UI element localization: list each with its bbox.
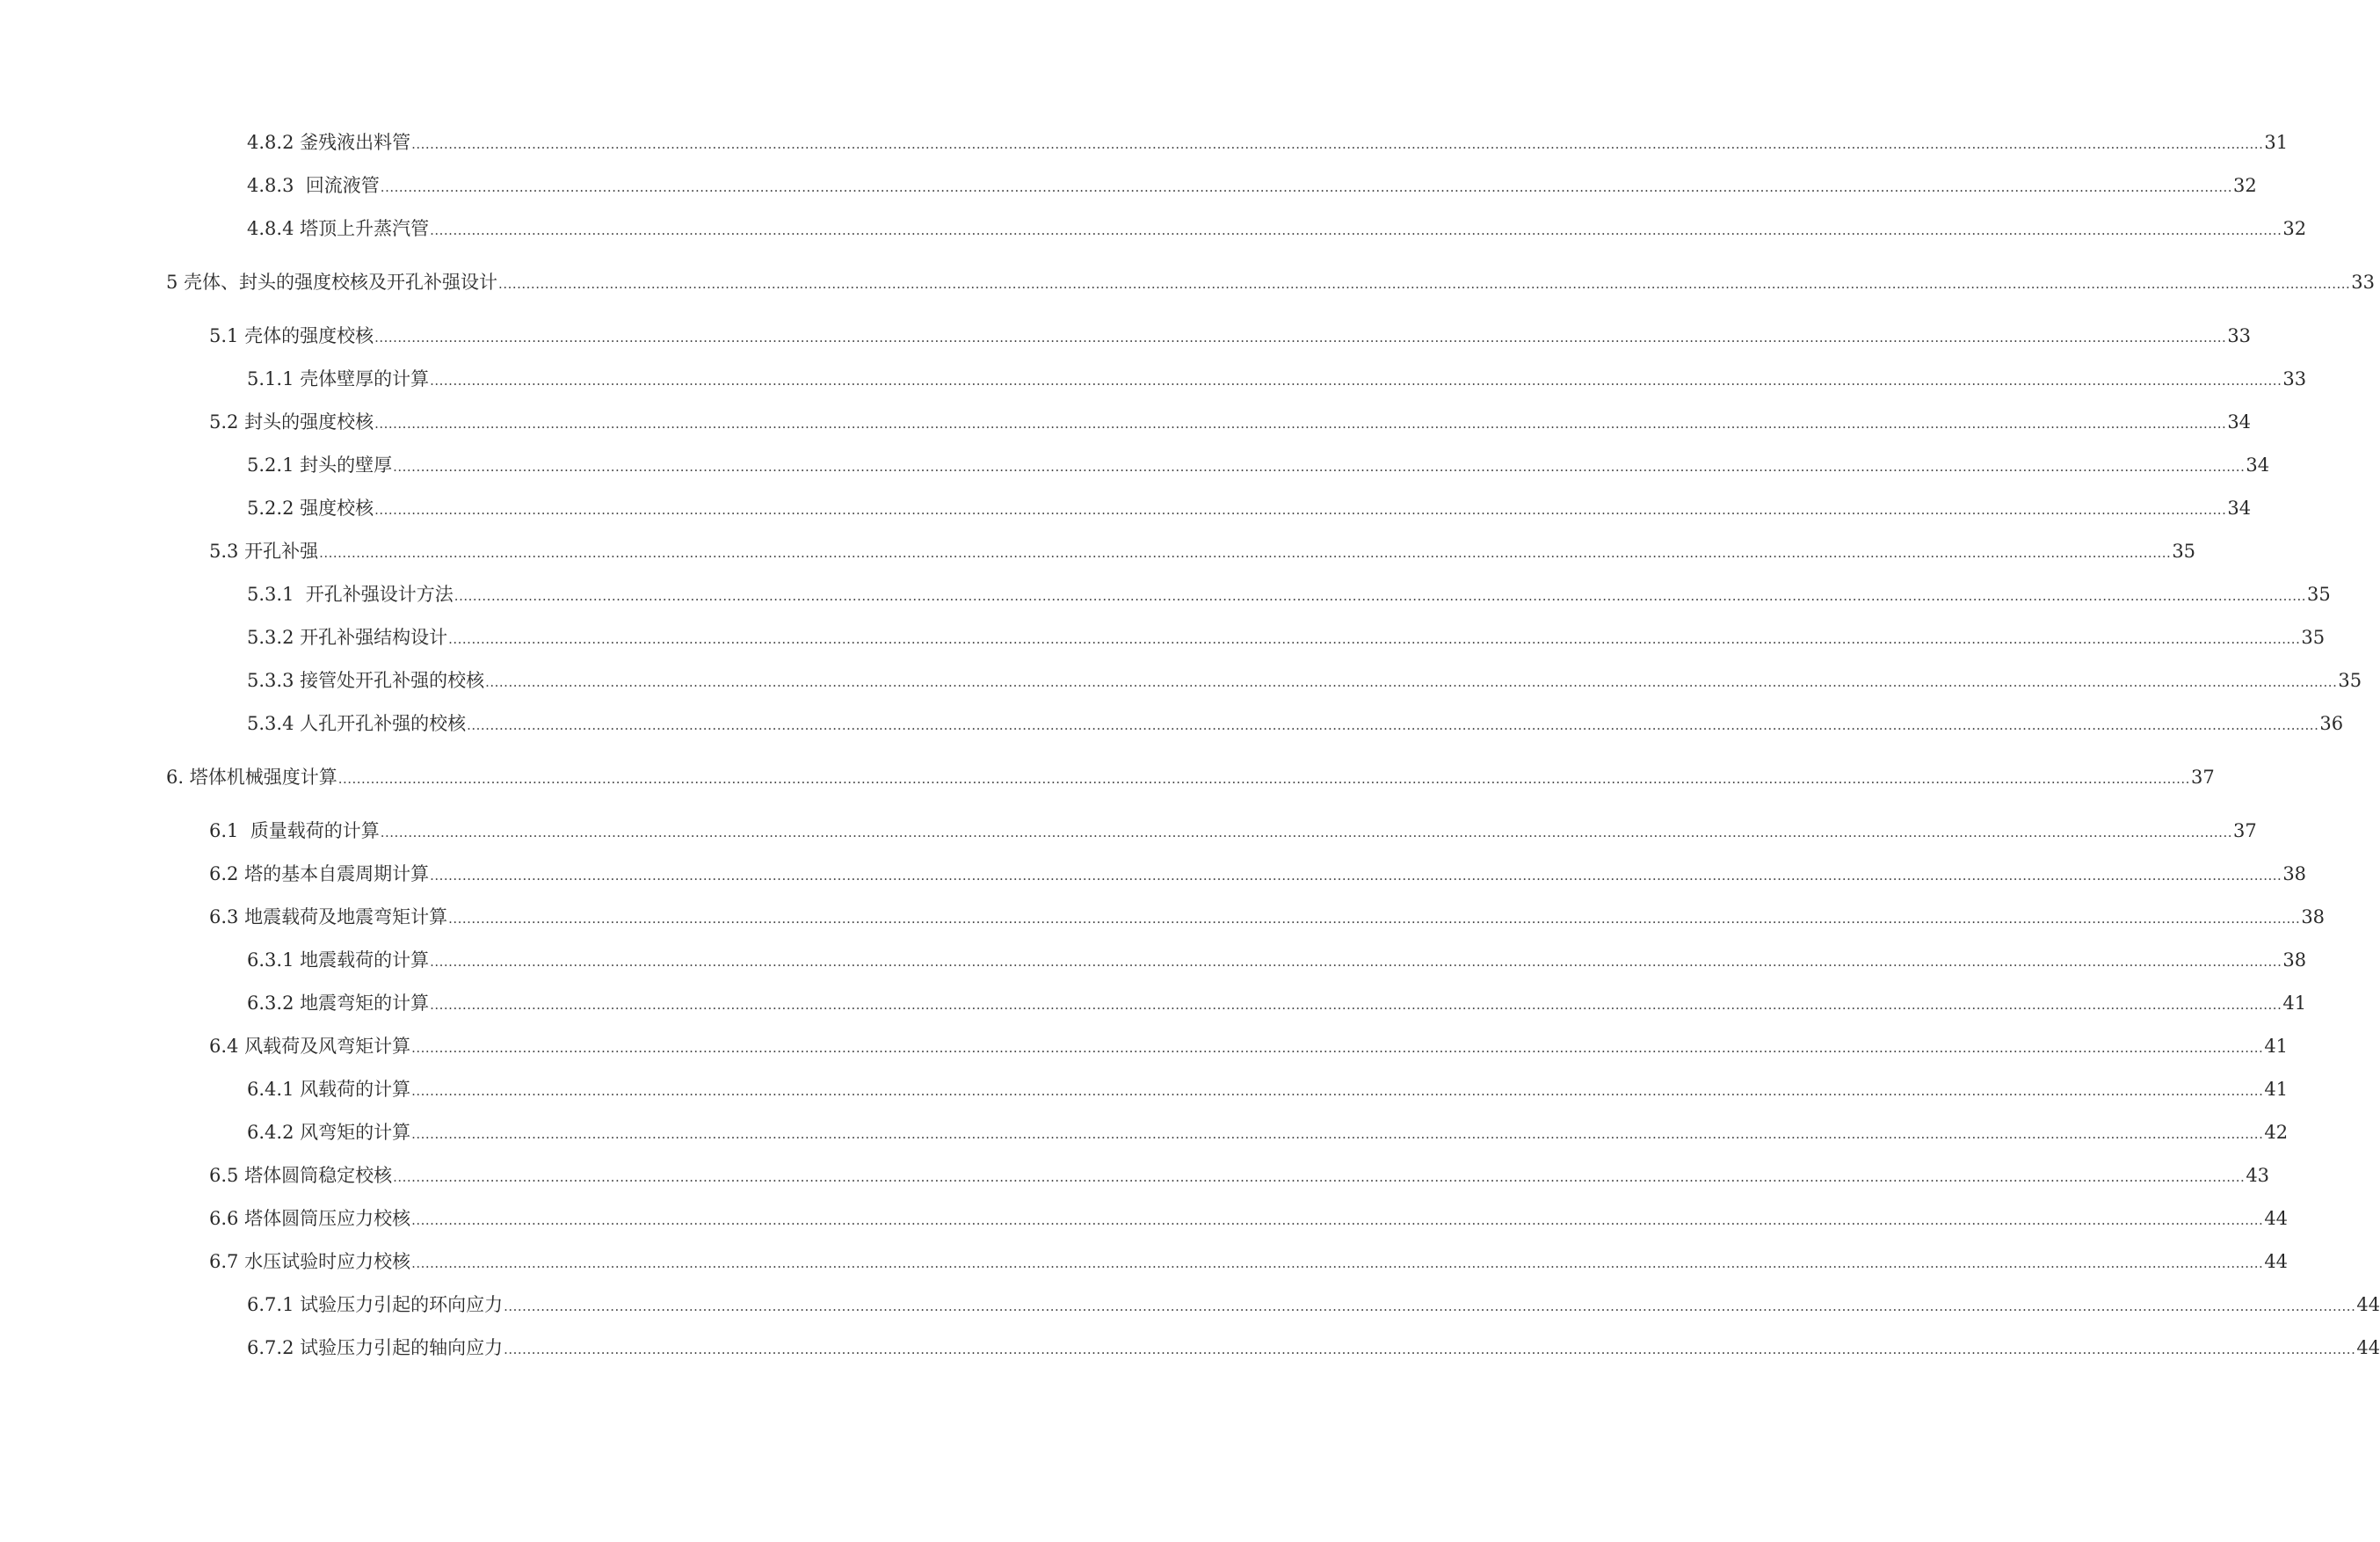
toc-entry[interactable] [247,1076,2289,1102]
toc-page-number: 35 [2172,541,2196,562]
toc-dot-leader: ................................................................................................................................................................................................................................................................................................................................................................................................................ [337,771,2190,787]
toc-dot-leader: ................................................................................................................................................................................................................................................................................................................................................................................................................ [504,1298,2356,1314]
toc-entry-title: 6.3 地震载荷及地震弯矩计算 [209,906,448,927]
toc-entry-title: 6.4.2 风弯矩的计算 [247,1122,411,1143]
toc-dot-leader: ................................................................................................................................................................................................................................................................................................................................................................................................................ [411,1212,2264,1228]
toc-dot-leader: ................................................................................................................................................................................................................................................................................................................................................................................................................ [467,717,2319,733]
toc-entry[interactable] [247,1335,2380,1361]
toc-entry[interactable] [166,269,2376,295]
toc-page-number: 38 [2301,906,2326,927]
toc-dot-leader: ................................................................................................................................................................................................................................................................................................................................................................................................................ [411,1126,2264,1142]
toc-dot-leader: ................................................................................................................................................................................................................................................................................................................................................................................................................ [504,1342,2356,1357]
toc-page-number: 44 [2264,1251,2289,1272]
toc-page-number: 44 [2264,1208,2289,1229]
toc-entry[interactable] [247,452,2270,478]
toc-entry[interactable] [209,818,2257,844]
toc-entry[interactable] [209,538,2196,564]
toc-dot-leader: ................................................................................................................................................................................................................................................................................................................................................................................................................ [448,911,2301,927]
toc-entry[interactable] [247,990,2307,1016]
toc-page-number: 31 [2264,132,2289,153]
toc-entry[interactable] [247,495,2252,521]
toc-entry-title: 5.1.1 壳体壁厚的计算 [247,368,430,389]
toc-entry-title: 5 壳体、封头的强度校核及开孔补强设计 [166,272,498,293]
toc-entry-title: 5.3.1 开孔补强设计方法 [247,584,454,605]
toc-entry-title: 5.3.2 开孔补强结构设计 [247,627,448,648]
toc-page-number: 35 [2307,584,2331,605]
toc-page-number: 33 [2227,325,2252,346]
toc-page-number: 44 [2356,1294,2380,1315]
toc-dot-leader: ................................................................................................................................................................................................................................................................................................................................................................................................................ [374,502,2227,518]
toc-entry[interactable] [247,215,2307,242]
toc-entry-title: 5.3.4 人孔开孔补强的校核 [247,713,467,734]
toc-page-number: 34 [2227,498,2252,519]
toc-entry-title: 6.4.1 风载荷的计算 [247,1079,411,1100]
toc-dot-leader: ................................................................................................................................................................................................................................................................................................................................................................................................................ [430,222,2282,238]
toc-entry-title: 6.1 质量载荷的计算 [209,820,380,841]
toc-entry-title: 6.7.2 试验压力引起的轴向应力 [247,1337,504,1358]
toc-entry[interactable] [209,904,2326,930]
toc-dot-leader: ................................................................................................................................................................................................................................................................................................................................................................................................................ [380,179,2233,195]
toc-entry-title: 4.8.2 釜残液出料管 [247,132,411,153]
toc-entry-title: 5.3.3 接管处开孔补强的校核 [247,670,485,691]
toc-entry[interactable] [166,764,2215,790]
toc-entry[interactable] [247,366,2307,392]
toc-entry-title: 6.3.1 地震载荷的计算 [247,949,430,971]
toc-page-number: 33 [2282,368,2307,389]
toc-entry-title: 6.7.1 试验压力引起的环向应力 [247,1294,504,1315]
toc-entry-title: 6.3.2 地震弯矩的计算 [247,993,430,1014]
toc-entry[interactable] [247,710,2344,737]
toc-page-number: 32 [2233,175,2257,196]
toc-page-number: 43 [2246,1165,2270,1186]
toc-entry-title: 4.8.4 塔顶上升蒸汽管 [247,218,430,239]
toc-dot-leader: ................................................................................................................................................................................................................................................................................................................................................................................................................ [454,588,2307,604]
toc-entry-title: 5.2.1 封头的壁厚 [247,455,393,476]
toc-dot-leader: ................................................................................................................................................................................................................................................................................................................................................................................................................ [393,1169,2246,1185]
toc-dot-leader: ................................................................................................................................................................................................................................................................................................................................................................................................................ [430,373,2282,389]
toc-entry[interactable] [247,624,2326,651]
toc-dot-leader: ................................................................................................................................................................................................................................................................................................................................................................................................................ [430,997,2282,1013]
toc-dot-leader: ................................................................................................................................................................................................................................................................................................................................................................................................................ [319,545,2172,561]
toc-page-number: 37 [2232,820,2257,841]
toc-entry[interactable] [209,1033,2289,1059]
toc-page-number: 42 [2264,1122,2289,1143]
toc-entry-title: 6.4 风载荷及风弯矩计算 [209,1036,411,1057]
toc-dot-leader: ................................................................................................................................................................................................................................................................................................................................................................................................................ [411,1040,2264,1056]
toc-page-number: 41 [2264,1036,2289,1057]
toc-page-number: 34 [2227,411,2252,433]
toc-entry[interactable] [209,861,2307,887]
toc-entry-title: 6.5 塔体圆筒稳定校核 [209,1165,393,1186]
toc-page-number: 44 [2356,1337,2380,1358]
toc-entry[interactable] [209,1162,2270,1189]
toc-page-number: 35 [2338,670,2362,691]
toc-dot-leader: ................................................................................................................................................................................................................................................................................................................................................................................................................ [485,674,2338,690]
toc-dot-leader: ................................................................................................................................................................................................................................................................................................................................................................................................................ [374,416,2227,432]
toc-page-number: 36 [2319,713,2344,734]
toc-entry[interactable] [209,323,2252,349]
toc-entry[interactable] [209,1205,2289,1232]
toc-entry-title: 5.1 壳体的强度校核 [209,325,374,346]
toc-page-number: 33 [2351,272,2376,293]
toc-entry[interactable] [247,667,2362,694]
toc-page-number: 41 [2282,993,2307,1014]
toc-entry[interactable] [247,172,2257,199]
toc-dot-leader: ................................................................................................................................................................................................................................................................................................................................................................................................................ [380,825,2232,840]
toc-entry[interactable] [247,129,2289,156]
toc-dot-leader: ................................................................................................................................................................................................................................................................................................................................................................................................................ [411,1255,2264,1271]
toc-page-number: 41 [2264,1079,2289,1100]
toc-entry-title: 6.6 塔体圆筒压应力校核 [209,1208,411,1229]
toc-entry-title: 4.8.3 回流液管 [247,175,380,196]
toc-entry[interactable] [247,947,2307,973]
toc-entry-title: 6.2 塔的基本自震周期计算 [209,863,430,884]
toc-dot-leader: ................................................................................................................................................................................................................................................................................................................................................................................................................ [430,954,2282,970]
toc-page-number: 32 [2282,218,2307,239]
toc-entry[interactable] [209,409,2252,435]
toc-entry[interactable] [247,1119,2289,1146]
toc-dot-leader: ................................................................................................................................................................................................................................................................................................................................................................................................................ [430,868,2282,884]
toc-entry-title: 6.7 水压试验时应力校核 [209,1251,411,1272]
toc-page-number: 38 [2282,949,2307,971]
toc-entry[interactable] [209,1248,2289,1275]
toc-page-number: 38 [2282,863,2307,884]
toc-entry-title: 5.2.2 强度校核 [247,498,374,519]
toc-dot-leader: ................................................................................................................................................................................................................................................................................................................................................................................................................ [374,330,2227,345]
toc-dot-leader: ................................................................................................................................................................................................................................................................................................................................................................................................................ [448,631,2301,647]
toc-entry-title: 6. 塔体机械强度计算 [166,767,337,788]
toc-page-number: 37 [2190,767,2215,788]
toc-page-number: 35 [2301,627,2326,648]
toc-page-number: 34 [2246,455,2270,476]
toc-dot-leader: ................................................................................................................................................................................................................................................................................................................................................................................................................ [498,276,2351,292]
toc-entry-title: 5.2 封头的强度校核 [209,411,374,433]
toc-entry-title: 5.3 开孔补强 [209,541,319,562]
toc-dot-leader: ................................................................................................................................................................................................................................................................................................................................................................................................................ [411,1083,2264,1099]
toc-dot-leader: ................................................................................................................................................................................................................................................................................................................................................................................................................ [411,136,2264,152]
toc-entry[interactable] [247,581,2331,607]
toc-dot-leader: ................................................................................................................................................................................................................................................................................................................................................................................................................ [393,459,2246,475]
toc-entry[interactable] [247,1291,2380,1318]
